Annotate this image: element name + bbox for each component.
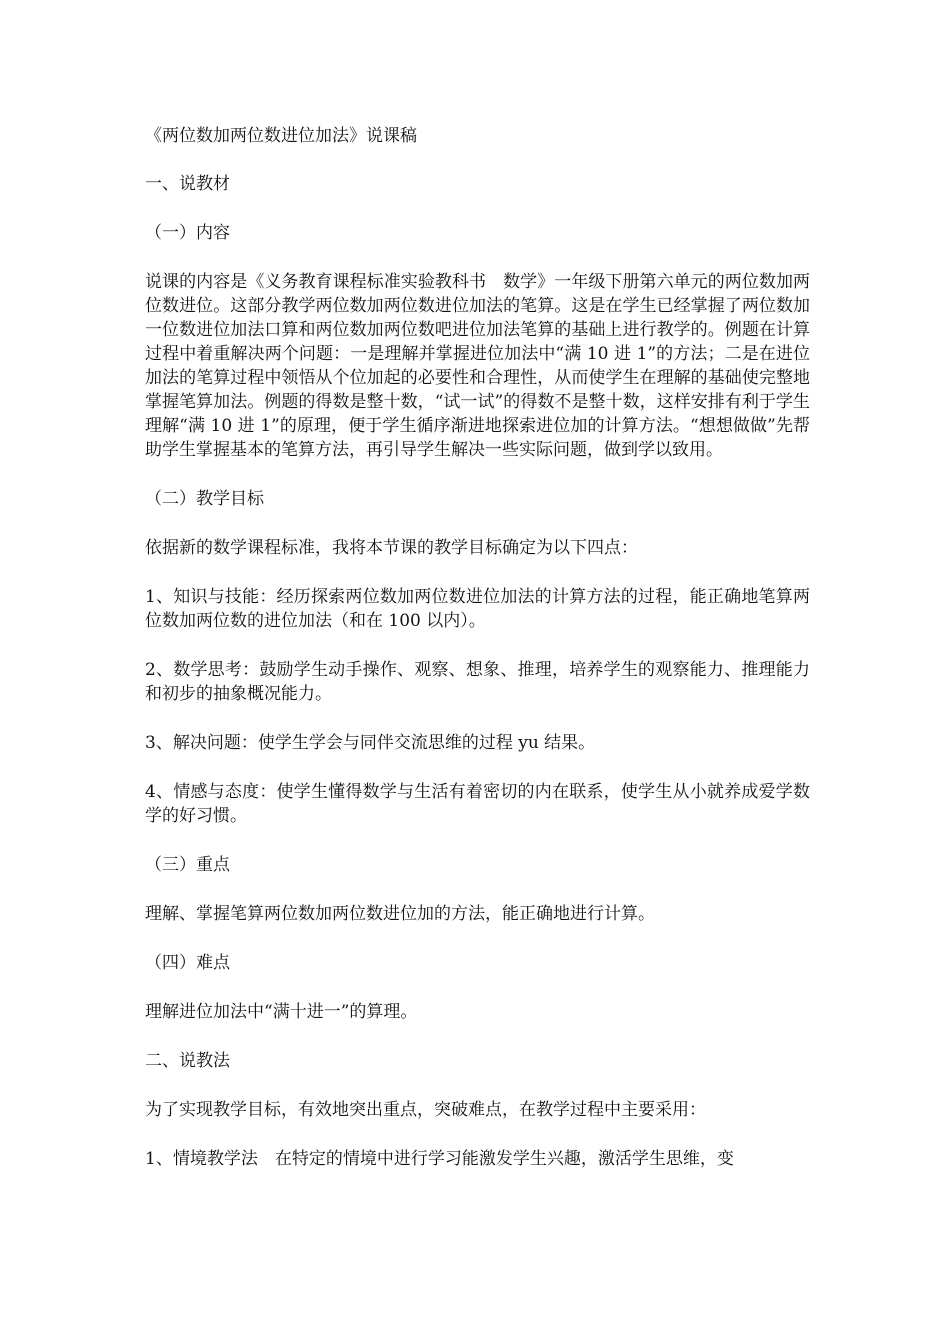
section-heading: 二、说教法 <box>145 1051 230 1071</box>
subsection-heading: （四）难点 <box>145 953 230 973</box>
subsection-heading: （一）内容 <box>145 223 230 243</box>
subsection-heading: （三）重点 <box>145 855 230 875</box>
paragraph: 2、数学思考：鼓励学生动手操作、观察、想象、推理，培养学生的观察能力、推理能力和初步的抽象概况能力。 <box>145 660 810 704</box>
paragraph: 4、情感与态度：使学生懂得数学与生活有着密切的内在联系，使学生从小就养成爱学数学的好习惯。 <box>145 782 810 826</box>
paragraph: 理解进位加法中“满十进一”的算理。 <box>145 1002 418 1022</box>
paragraph: 依据新的数学课程标准，我将本节课的教学目标确定为以下四点： <box>145 538 638 558</box>
paragraph: 1、情境教学法 在特定的情境中进行学习能激发学生兴趣，激活学生思维，变 <box>145 1149 734 1169</box>
paragraph: 3、解决问题：使学生学会与同伴交流思维的过程 yu 结果。 <box>145 733 596 753</box>
subsection-heading: （二）教学目标 <box>145 489 264 509</box>
section-heading: 一、说教材 <box>145 174 230 194</box>
paragraph: 说课的内容是《义务教育课程标准实验教科书 数学》一年级下册第六单元的两位数加两位数进位。这部分教学两位数加两位数进位加法的笔算。这是在学生已经掌握了两位数加一位数进位加法口算和两位数加两位数吧进位加法笔算的基础上进行教学的。例题在计算过程中着重解决两个问题：一是理解并掌握进位加法中“满 10 进 1”的方法；二是在进位加法的笔算过程中领悟从个位加起的必要性和合理性，从而使学生在理解的基础使完整地掌握笔算加法。例题的得数是整十数，“试一试”的得数不是整十数，这样安排有利于学生理解“满 10 进 1”的原理，便于学生循序渐进地探索进位加的计算方法。“想想做做”先帮助学生掌握基本的笔算方法，再引导学生解决一些实际问题，做到学以致用。 <box>145 272 810 460</box>
document-page <box>145 124 810 1196</box>
paragraph: 理解、掌握笔算两位数加两位数进位加的方法，能正确地进行计算。 <box>145 904 655 924</box>
paragraph: 为了实现教学目标，有效地突出重点，突破难点，在教学过程中主要采用： <box>145 1100 706 1120</box>
paragraph: 1、知识与技能：经历探索两位数加两位数进位加法的计算方法的过程，能正确地笔算两位数加两位数的进位加法（和在 100 以内）。 <box>145 587 810 631</box>
document-title: 《两位数加两位数进位加法》说课稿 <box>145 126 417 146</box>
